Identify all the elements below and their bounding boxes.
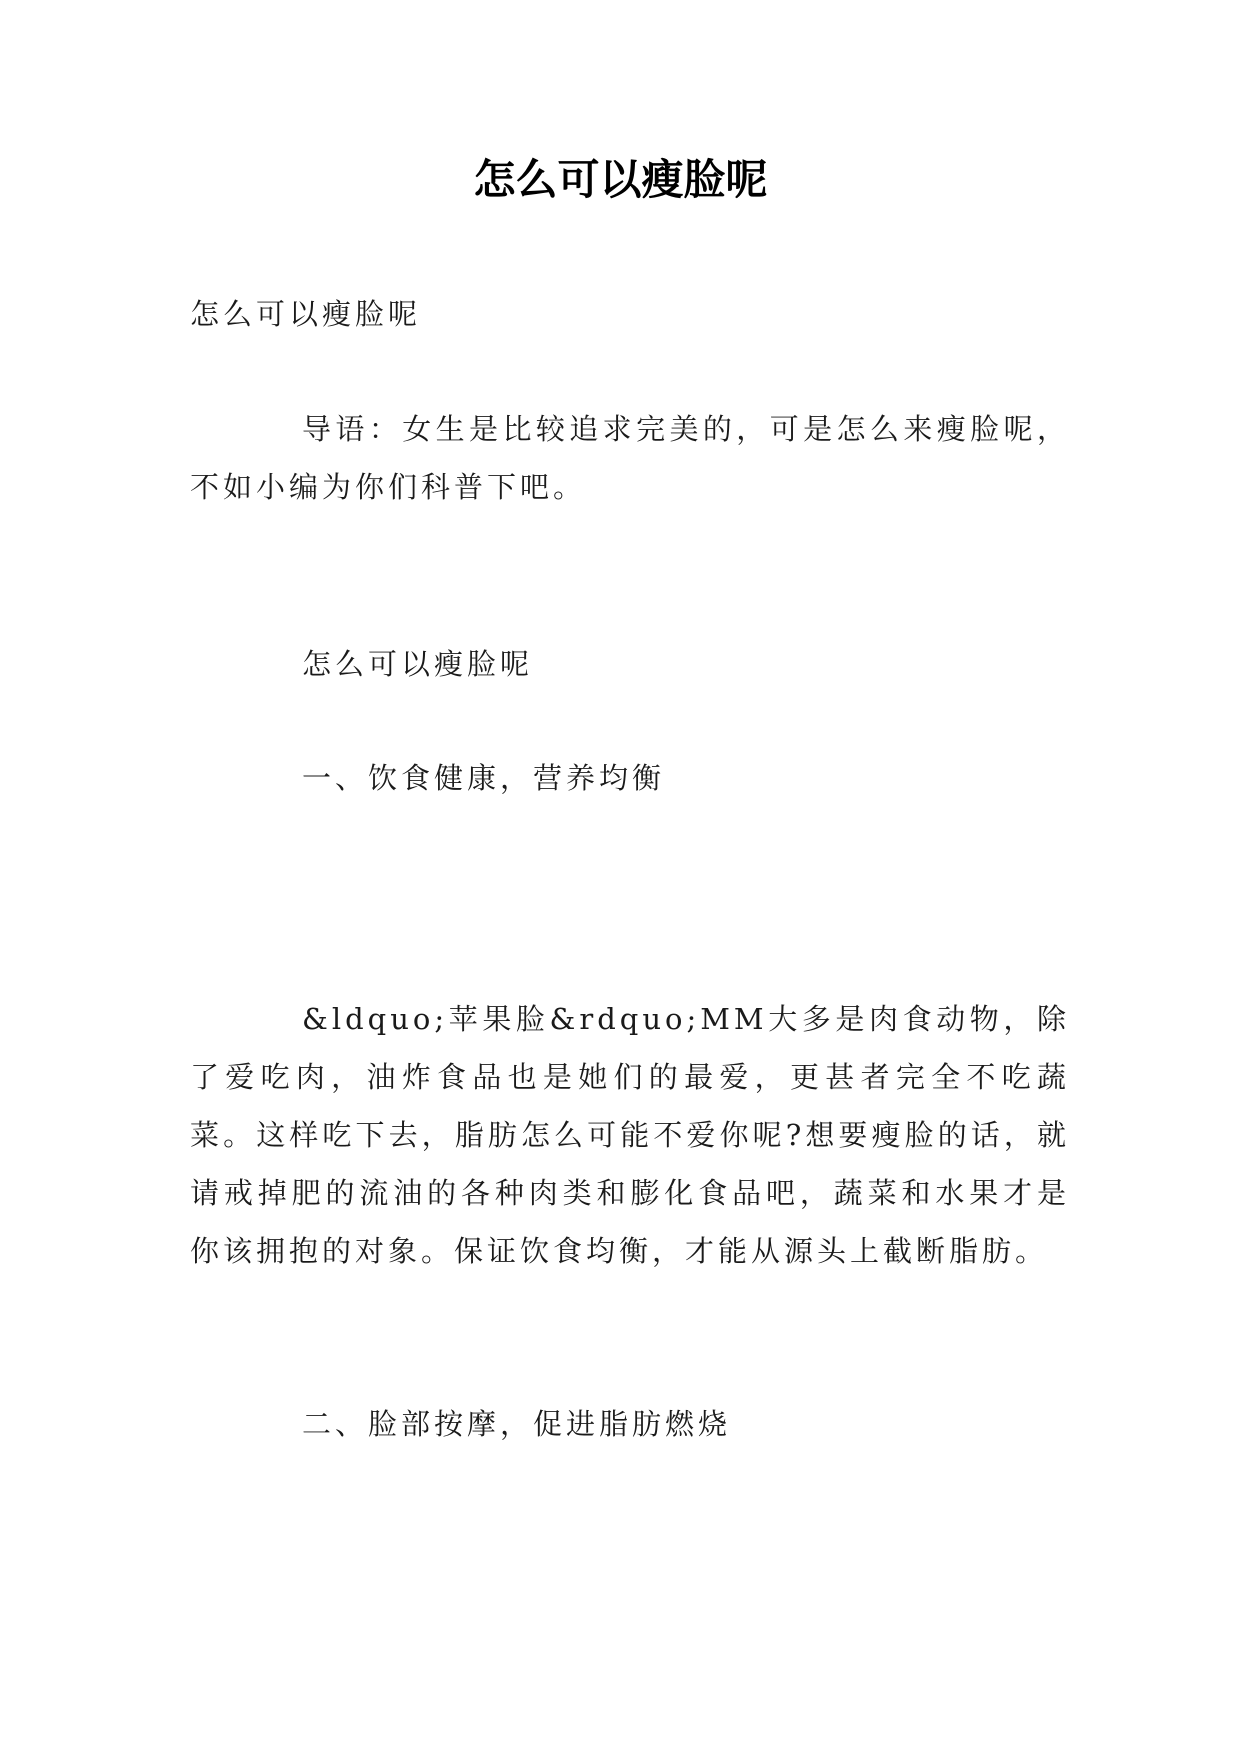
document-subtitle: 怎么可以瘦脸呢 (190, 297, 422, 331)
point2-heading: 二、脸部按摩，促进脂肪燃烧 (302, 1407, 732, 1441)
section-heading: 怎么可以瘦脸呢 (302, 647, 534, 681)
point1-heading: 一、饮食健康，营养均衡 (302, 761, 666, 795)
point1-body: &ldquo;苹果脸&rdquo;MM大多是肉食动物，除了爱吃肉，油炸食品也是她们的最爱，更甚者完全不吃蔬菜。这样吃下去，脂肪怎么可能不爱你呢?想要瘦脸的话，就请戒掉肥的流油的各种肉类和膨化食品吧，蔬菜和水果才是你该拥抱的对象。保证饮食均衡，才能从源头上截断脂肪。 (190, 1002, 1070, 1268)
intro-paragraph: 导语：女生是比较追求完美的，可是怎么来瘦脸呢，不如小编为你们科普下吧。 (190, 412, 1070, 504)
document-title: 怎么可以瘦脸呢 (473, 155, 768, 204)
